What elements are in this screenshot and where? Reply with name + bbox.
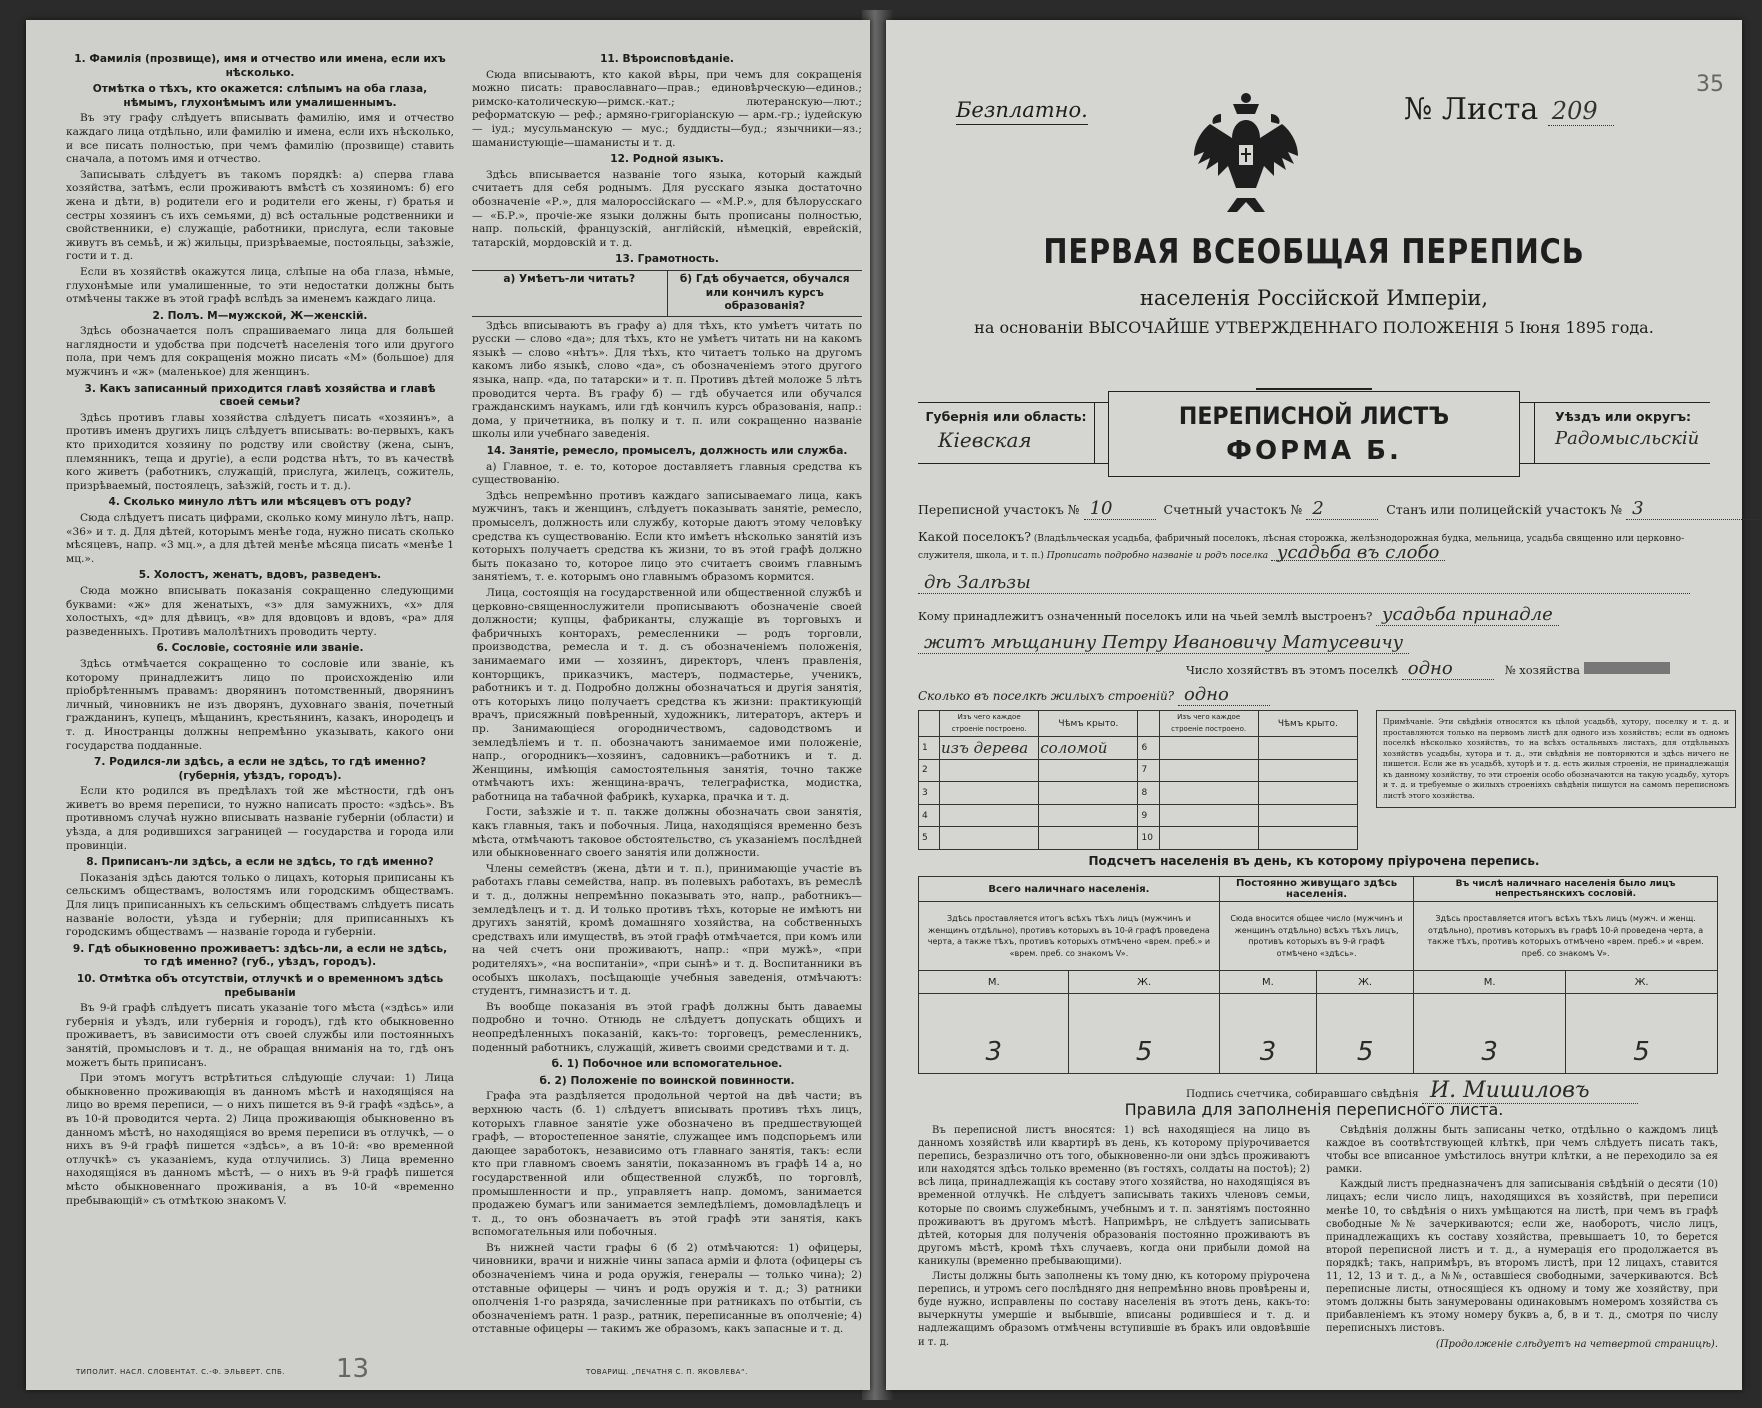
camp-value: 3	[1626, 498, 1762, 520]
households-value: одно	[1402, 658, 1494, 680]
instruction-paragraph: Здѣсь вписываютъ въ графу а) для тѣхъ, кто умѣетъ читать по русски — слово «да»; для тѣхъ, кто не умѣетъ читать ни на какомъ языкѣ — слово «нѣтъ». Для тѣхъ, кто читаетъ только на другомъ какомъ либо языкѣ, слово «да», съ обозначеніемъ этого другого языка, напр. «да, по татарски» и т. п. Противъ дѣтей моложе 5 лѣтъ проводится черта. Въ графу б) — гдѣ обучается или обучался гражданскимъ наукамъ, или гдѣ кончилъ курсъ образованія, напр.: дома, у причетника, въ полку и т. п. или сокращенно названіе школы или учебнаго заведенія.	[472, 319, 862, 441]
instruction-heading: 7. Родился-ли здѣсь, а если не здѣсь, то гдѣ именно? (губернія, уѣздъ, городъ).	[94, 756, 426, 782]
instruction-paragraph: Гости, заѣзжіе и т. п. также должны обозначать свои занятія, какъ главныя, такъ и побочныя. Лица, находящіяся временно безъ мѣста, отмѣчаютъ таковое обстоятельство, съ указаніемъ послѣдней или обыкновеннаго своего занятія или должности.	[472, 806, 862, 860]
pop-sex-header-row	[919, 971, 1718, 994]
census-district-row	[918, 498, 1762, 520]
imperial-eagle-emblem	[1191, 90, 1301, 220]
instruction-heading: 1. Фамилія (прозвище), имя и отчество или имена, если ихъ нѣсколько.	[74, 53, 446, 79]
pop-male-count: 3	[1414, 994, 1566, 1074]
settlement-value-1: усадьба въ слобо	[1271, 546, 1445, 561]
building-roof	[1258, 737, 1357, 760]
building-roof	[1258, 782, 1357, 805]
instruction-paragraph: а) Главное, т. е. то, которое доставляетъ главныя средства къ существованію.	[472, 460, 862, 487]
building-material	[940, 782, 1039, 805]
population-table	[918, 876, 1718, 1074]
bld-roof-head-2: Чѣмъ крыто.	[1258, 711, 1357, 737]
rules-title: Правила для заполненія переписного листа.	[1124, 1100, 1504, 1119]
province-value: Кіевская	[938, 428, 1032, 452]
instruction-heading: 12. Родной языкъ.	[610, 153, 724, 166]
printer-imprint-left: ТИПОЛИТ. НАСЛ. СЛОВЕНТАТ. С.-Ф. ЭЛЬВЕРТ. СПБ.	[76, 1368, 286, 1376]
pop-values-row	[919, 994, 1718, 1074]
instruction-paragraph: Графа эта раздѣляется продольной чертой на двѣ части; въ верхнюю часть (б. 1) слѣдуетъ вписывать противъ тѣхъ лицъ, которыхъ главное занятіе уже обозначено въ предшествующей графѣ, — второстепенное занятіе, служащее имъ подспорьемъ или дающее заработокъ, независимо отъ главнаго занятія, такъ: если кто при главномъ своемъ занятіи, показанномъ въ графѣ 14 а, но государственной или общественной службѣ, по торговлѣ, промышленности и пр., управляетъ напр. домомъ, занимается продажею бумагъ или занимается земледѣліемъ, домовладѣлецъ и т. д., то онъ обозначаетъ въ этой графѣ эти занятія, какъ вспомогательныя или побочныя.	[472, 1090, 862, 1239]
instruction-paragraph: Здѣсь отмѣчается сокращенно то сословіе или званіе, къ которому принадлежитъ лицо по происхожденію или пріобрѣтеннымъ правамъ: дворянинъ потомственный, дворянинъ личный, чиновникъ не изъ дворянъ, духовнаго званія, почетный гражданинъ, купецъ, мѣщанинъ, крестьянинъ, казакъ, инородецъ и т. д. Иностранцы должны непремѣнно указывать, какого они государства подданные.	[66, 657, 454, 752]
district-cell	[1534, 403, 1711, 463]
instruction-paragraph: При этомъ могутъ встрѣтиться слѣдующіе случаи: 1) Лица обыкновенно проживающія въ данномъ мѣстѣ и находящіяся на лицо во время переписи, — о нихъ пишется въ 9-й графѣ «здѣсь», а въ 10-й проводится черта. 2) Лица проживающія обыкновенно въ данномъ мѣстѣ, но находящіяся во время переписи въ отлучкѣ, — о нихъ въ 9-й графѣ пишется «здѣсь», а въ 10-й: «во временной отлучкѣ» съ указаніемъ, куда отлучились. 3) Лица временно находящіяся въ данномъ мѣстѣ, — о нихъ въ 9-й графѣ пишется мѣсто обыкновеннаго проживанія, а въ 10-й «временно пребывающій» съ отмѣткою знакомъ V.	[66, 1072, 454, 1207]
pop-desc-nonpeasant: Здѣсь проставляется итогъ всѣхъ тѣхъ лицъ (мужч. и женщ. отдѣльно), противъ которыхъ въ графѣ 10-й проведена черта, а также тѣхъ, противъ которыхъ отмѣчено «врем. преб.» и «врем. преб. со знакомъ V».	[1414, 902, 1718, 971]
population-title: Подсчетъ населенія въ день, къ которому пріурочена перепись.	[1088, 854, 1540, 868]
households-row	[986, 658, 1670, 680]
instruction-paragraph: Члены семействъ (жена, дѣти и т. п.), принимающіе участіе въ работахъ главы семейства, напр. въ полевыхъ работахъ, въ ремеслѣ и т. д., должны непремѣнно показывать это, напр., работникъ—земледѣлецъ и т. д. И только противъ тѣхъ, которые не имѣютъ ни другихъ занятій, кромѣ домашняго хозяйства, на собственныхъ средствахъ или имуществѣ, въ этой графѣ отмѣчается, при комъ или на чей счетъ они проживаютъ, напр.: «при мужѣ», «при родителяхъ», «на воспитаніи», «при сынѣ» и т. д. Воспитанники въ особыхъ школахъ, посѣщающіе учебныя заведенія, отмѣчаютъ: студентъ, гимназистъ и т. д.	[472, 862, 862, 998]
grammar-subhead-a: а) Умѣетъ-ли читать?	[472, 271, 668, 316]
building-roof	[1039, 759, 1138, 782]
pop-female-head: Ж.	[1069, 971, 1219, 994]
rules-paragraph: Свѣдѣнія должны быть записаны четко, отдѣльно о каждомъ лицѣ каждое въ соотвѣтствующей клѣткѣ, при чемъ слѣдуетъ писать такъ, чтобы все вписанное умѣстилось внутри клѣтки, а не переходило за ея рамки.	[1326, 1125, 1718, 1176]
province-label: Губернія или область:	[925, 409, 1087, 424]
district-value: Радомысльскій	[1555, 428, 1700, 449]
printer-imprint-right: ТОВАРИЩ. „ПЕЧАТНЯ С. П. ЯКОВЛЕВА“.	[586, 1368, 748, 1376]
rules-paragraph: (Продолженіе слѣдуетъ на четвертой страницѣ).	[1435, 1338, 1718, 1350]
instruction-paragraph: Если кто родился въ предѣлахъ той же мѣстности, гдѣ онъ живетъ во время переписи, то нужно написать просто: «здѣсь». Въ противномъ случаѣ нужно вписывать названіе губерніи (области) и уѣзда, а для родившихся заграницей — государства и города или провинціи.	[66, 785, 454, 852]
settlement-row-2	[918, 572, 1690, 594]
instruction-paragraph: Сюда можно вписывать показанія сокращенно следующими буквами: «ж» для женатыхъ, «з» для замужнихъ, «х» для холостыхъ, «д» для дѣвицъ, «в» для вдовцовъ и вдовъ, «ра» для разведенныхъ. Противъ малолѣтнихъ проводить черту.	[66, 584, 454, 638]
census-district-label: Переписной участокъ №	[918, 502, 1080, 517]
form-title-cell	[1108, 391, 1520, 477]
instruction-heading: 11. Вѣроисповѣданіе.	[600, 53, 734, 65]
bld-built-head: Изъ чего каждое строеніе построено.	[940, 711, 1039, 737]
owner-row-2	[918, 632, 1409, 654]
right-page-census-form	[886, 20, 1742, 1390]
building-material: изъ дерева	[940, 737, 1039, 760]
settlement-row	[918, 530, 1718, 563]
rules-column-2	[1326, 1124, 1718, 1353]
pop-head-permanent: Постоянно живущаго здѣсь населенія.	[1219, 877, 1413, 902]
instruction-heading: Отмѣтка о тѣхъ, кто окажется: слѣпымъ на оба глаза, нѣмымъ, глухонѣмымъ или умалишеннымъ.	[92, 83, 428, 109]
building-number: 4	[919, 804, 940, 827]
instruction-heading: 10. Отмѣтка объ отсутствіи, отлучкѣ и о временномъ здѣсь пребываніи	[76, 973, 444, 999]
instruction-heading: 8. Приписанъ-ли здѣсь, а если не здѣсь, то гдѣ именно?	[86, 856, 434, 869]
building-row	[919, 759, 1358, 782]
pop-male-head: М.	[919, 971, 1069, 994]
grammar-split-header	[472, 270, 862, 317]
sheet-number-label: № Листа	[1404, 92, 1539, 127]
left-page-instructions	[26, 20, 870, 1390]
census-district-value: 10	[1084, 498, 1156, 520]
instruction-paragraph: Сюда слѣдуетъ писать цифрами, сколько кому минуло лѣтъ, напр. «36» и т. д. Для дѣтей, которымъ менѣе года, нужно писать сколько мѣсяцевъ, напр. «3 мц.», а для дѣтей менѣе мѣсяца писать «менѣе 1 мц.».	[66, 512, 454, 565]
settlement-hint: (Владѣльческая усадьба, фабричный поселокъ, лѣсная сторожка, желѣзнодорожная будка, мельница, усадьба священно или церковно-служителя, школа, и т. п.)	[918, 534, 1685, 561]
pop-male-head: М.	[1219, 971, 1316, 994]
buildings-label: Сколько въ поселкѣ жилыхъ строеній?	[918, 689, 1175, 703]
settlement-value-2: дѣ Залѣзы	[918, 572, 1690, 594]
pop-desc-total: Здѣсь проставляется итогъ всѣхъ тѣхъ лицъ (мужчинъ и женщинъ отдѣльно), противъ которыхъ въ 10-й графѣ проведена черта, а также тѣхъ, противъ которыхъ отмѣчено «врем. преб.» и «врем. преб. со знакомъ V».	[919, 902, 1220, 971]
pop-male-count: 3	[1219, 994, 1316, 1074]
instruction-paragraph: Показанія здѣсь даются только о лицахъ, которыя приписаны къ сельскимъ обществамъ, волостямъ или городскимъ обществамъ. Для лицъ приписанныхъ къ сельскимъ обществамъ слѣдуетъ писать названіе волости, уѣзда и губерніи; для приписанныхъ къ городскимъ обществамъ — названіе города и губерніи.	[66, 871, 454, 939]
grammar-subhead-b: б) Гдѣ обучается, обучался или кончилъ курсъ образованія?	[679, 272, 850, 313]
pencil-corner-mark: 35	[1696, 72, 1724, 97]
instruction-heading: 2. Полъ. М—мужской, Ж—женскій.	[152, 309, 368, 322]
instruction-heading: 5. Холостъ, женатъ, вдовъ, разведенъ.	[138, 569, 382, 582]
province-cell	[918, 403, 1095, 463]
bld-num-head-2	[1138, 711, 1159, 737]
pop-female-head: Ж.	[1317, 971, 1414, 994]
building-roof	[1039, 804, 1138, 827]
buildings-row	[918, 684, 1270, 706]
pop-head-nonpeasant: Въ числѣ наличнаго населенія было лицъ непрестьянскихъ сословій.	[1414, 877, 1718, 902]
signature-label: Подпись счетчика, собиравшаго свѣдѣнія	[1186, 1088, 1419, 1100]
bld-roof-head: Чѣмъ крыто.	[1039, 711, 1138, 737]
building-roof	[1258, 804, 1357, 827]
building-material	[940, 759, 1039, 782]
instruction-heading: 13. Грамотность.	[615, 253, 719, 266]
instruction-heading: б. 1) Побочное или вспомогательное.	[551, 1058, 783, 1071]
building-number: 3	[919, 782, 940, 805]
counter-signature: И. Мишиловъ	[1422, 1078, 1638, 1104]
building-material	[1159, 782, 1258, 805]
building-material	[940, 827, 1039, 850]
instruction-heading: б. 2) Положеніе по воинской повинности.	[539, 1074, 795, 1087]
rules-column-1	[918, 1124, 1310, 1351]
instruction-paragraph: Въ нижней части графы 6 (б 2) отмѣчаются: 1) офицеры, чиновники, врачи и нижніе чины запаса арміи и флота (офицеры съ обозначеніемъ чина и рода оружія, генералы — только чина); 2) отставные офицеры — чинъ и родъ оружія и т. д.; 3) ратники ополченія 1-го разряда, зачисленные при ратникахъ по отбытіи, съ обозначеніемъ ратн. 1 разр., ратник, переписанные въ ополченіе; 4) отставные офицеры — такимъ же образомъ, какъ запасные и т. д.	[472, 1241, 862, 1336]
instruction-paragraph: Здѣсь непремѣнно противъ каждаго записываемаго лица, какъ мужчинъ, такъ и женщинъ, слѣдуетъ показывать занятіе, ремесло, промыселъ, должность или службу, которые даютъ этому человѣку средства къ существованію. Если кто имѣетъ нѣсколько занятій изъ которыхъ получаетъ средства къ жизни, то въ этой графѣ должно быть показано то, которое лицо это считаетъ своимъ главнымъ занятіемъ, т. е. которымъ оно главнымъ образомъ кормится.	[472, 489, 862, 584]
settlement-label: Какой поселокъ?	[918, 529, 1031, 544]
form-title: ПЕРЕПИСНОЙ ЛИСТЪ	[1178, 402, 1450, 430]
form-type: ФОРМА Б.	[1226, 436, 1402, 466]
building-material	[1159, 804, 1258, 827]
building-number: 1	[919, 737, 940, 760]
instruction-heading: 4. Сколько минуло лѣтъ или мѣсяцевъ отъ роду?	[108, 496, 412, 509]
pencil-page-mark: 13	[336, 1354, 370, 1384]
buildings-value: одно	[1178, 684, 1270, 706]
household-no-redacted	[1584, 662, 1670, 674]
building-row	[919, 804, 1358, 827]
instruction-paragraph: Сюда вписываютъ, кто какой вѣры, при чемъ для сокращенія можно писать: православнаго—прав.; единовѣрческую—единов.; римско-католическую—римск.-кат.; лютеранскую—лют.; реформатскую — реф.; армяно-григоріанскую — арм.-гр.; іудейскую — іуд.; мусульманскую — мус.; буддисты—буд.; язычники—яз.; шаманистующіе—шаманисты и т. д.	[472, 68, 862, 149]
owner-value-2: житъ мѣщанину Петру Ивановичу Матусевичу	[918, 632, 1409, 654]
pop-desc-permanent: Сюда вносится общее число (мужчинъ и женщинъ отдѣльно) всѣхъ тѣхъ лицъ, противъ которыхъ въ 9-й графѣ отмѣчено «здѣсь».	[1219, 902, 1413, 971]
building-number: 8	[1138, 782, 1159, 805]
rules-paragraph: Въ переписной листъ вносятся: 1) всѣ находящіеся на лицо въ данномъ хозяйствѣ или квартирѣ въ день, къ которому пріурочивается перепись, безразлично отъ того, обыкновенно-ли они здѣсь проживаютъ или находятся здѣсь только временно (въ гостяхъ, солдаты на постоѣ); 2) всѣ лица, принадлежащія къ составу этого хозяйства, но находящіяся въ временной отлучкѣ. Не слѣдуетъ записывать такихъ членовъ семьи, которые по своимъ служебнымъ, учебнымъ и т. п. занятіямъ постоянно проживаютъ въ другомъ мѣстѣ. Напримѣръ, не слѣдуетъ записывать дѣтей, которыя для полученія образованія постоянно проживаютъ въ другомъ мѣстѣ, кромѣ тѣхъ случаевъ, когда они прибыли домой на каникулы (временно пребывающими).	[918, 1125, 1310, 1267]
building-material	[1159, 737, 1258, 760]
district-label: Уѣздъ или округъ:	[1554, 409, 1692, 424]
buildings-table-body	[919, 737, 1358, 850]
building-row	[919, 737, 1358, 760]
instruction-paragraph: Здѣсь противъ главы хозяйства слѣдуетъ писать «хозяинъ», а противъ именъ другихъ лицъ слѣдуетъ вписывать: во-первыхъ, какъ кто приходится хозяину по родству или свойству (жена, сынъ, племянникъ, теща и другіе), а если родства нѣтъ, то въ качествѣ кого живетъ (работникъ, служащій, прислуга, жилецъ, сожитель, призрѣваемый, постоялецъ, заѣзжій, гость и т. д.).	[66, 411, 454, 492]
sheet-number-value: 209	[1548, 97, 1614, 126]
instruction-heading: 3. Какъ записанный приходится главѣ хозяйства и главѣ своей семьи?	[84, 382, 436, 409]
instruction-paragraph: Въ 9-й графѣ слѣдуетъ писать указаніе того мѣста («здѣсь» или губернія и уѣздъ, или губернія и городъ), гдѣ кто обыкновенно проживаетъ, въ зависимости отъ своей службы или постоянныхъ занятій, промысловъ и т. д., не обращая вниманія на то, гдѣ онъ можетъ быть приписанъ.	[66, 1002, 454, 1069]
building-roof: соломой	[1039, 737, 1138, 760]
building-number: 5	[919, 827, 940, 850]
counting-district-label: Счетный участокъ №	[1163, 502, 1303, 517]
title-divider	[1256, 388, 1372, 390]
building-number: 10	[1138, 827, 1159, 850]
building-roof	[1039, 827, 1138, 850]
pop-male-count: 3	[919, 994, 1069, 1074]
pop-head-total: Всего наличнаго населенія.	[919, 877, 1220, 902]
pop-male-head: М.	[1414, 971, 1566, 994]
building-material	[940, 804, 1039, 827]
instruction-paragraph: Здѣсь обозначается полъ спрашиваемаго лица для большей наглядности и удобства при подсчетѣ населенія того или другого пола, при чемъ для сокращенія можно писать «М» (большое) для мужчинъ и «ж» (маленькое) для женщинъ.	[66, 325, 454, 379]
building-material	[1159, 759, 1258, 782]
pop-female-count: 5	[1069, 994, 1219, 1074]
buildings-table	[918, 710, 1358, 850]
instruction-paragraph: Въ вообще показанія въ этой графѣ должны быть даваемы подробно и точно. Отнюдь не слѣдуетъ допускать общихъ и неопредѣленныхъ показаній, какъ-то: торговецъ, ремесленникъ, поденный работникъ, служащій, живетъ своими средствами и т. д.	[472, 1000, 862, 1054]
bld-num-head	[919, 711, 940, 737]
bld-built-head-2: Изъ чего каждое строеніе построено.	[1159, 711, 1258, 737]
household-no-label: № хозяйства	[1504, 663, 1580, 677]
rules-paragraph: Каждый листъ предназначенъ для записыванія свѣдѣній о десяти (10) лицахъ; если число лицъ, находящихся въ хозяйствѣ, при переписи менѣе 10, то свѣдѣнія о нихъ умѣщаются на листѣ, при чемъ въ графѣ свободные №№ зачеркиваются; если же, наоборотъ, число лицъ, принадлежащихъ къ составу хозяйства, превышаетъ 10, то берется второй переписной листъ и т. д., а нумерація его продолжается въ порядкѣ; такъ, напримѣръ, въ второмъ листѣ, при 12 лицахъ, ставится 11, 12, 13 и т. д., а №№, оставшіеся свободными, зачеркиваются. Всѣ переписные листы, относящіеся къ одному и тому же хозяйству, при этомъ должны быть занумерованы одинаковымъ номеромъ хозяйства съ прибавленіемъ къ этому номеру буквъ а, б, в и т. д., смотря по числу переписныхъ листовъ.	[1326, 1179, 1718, 1335]
instruction-paragraph: Въ эту графу слѣдуетъ вписывать фамилію, имя и отчество каждаго лица отдѣльно, или фамилію и имена, если ихъ нѣсколько, и все писать полностью, при чемъ фамилію (прозвище) ставить сначала, а потомъ имя и отчество.	[66, 112, 454, 166]
census-subtitle: населенія Россійской Имперіи,	[1139, 286, 1489, 310]
pop-female-head: Ж.	[1566, 971, 1718, 994]
counting-district-value: 2	[1306, 498, 1378, 520]
instructions-column-1	[66, 50, 454, 1210]
instruction-paragraph: Лица, состоящія на государственной или общественной службѣ и церковно-священнослужители прописываютъ обозначеніе своей должности; купцы, фабриканты, служащіе въ торговыхъ и фабричныхъ конторахъ, ремесленники — родъ торговли, производства, ремесла и т. д. съ обозначеніемъ положенія, занимаемаго ими — хозяинъ, директоръ, членъ правленія, конторщикъ, приказчикъ, мастеръ, подмастерье, ученикъ, работникъ и т. д. Подробно должны обозначаться и другія занятія, отъ которыхъ лицо получаетъ средства къ жизни: практикующій врачъ, присяжный повѣренный, художникъ, литераторъ, актеръ и пр. Занимающіеся огородничествомъ, садоводствомъ и земледѣліемъ и т. п. обозначаютъ занимаемое ими положеніе, напр., огородникъ—хозяинъ, садовникъ—работникъ и т. д. Женщины, имѣющія самостоятельныя занятія, точно также отмѣчаютъ ихъ: женщина-врачъ, телеграфистка, модистка, работница на табачной фабрикѣ, кухарка, прачка и т. д.	[472, 586, 862, 803]
building-number: 9	[1138, 804, 1159, 827]
instruction-heading: 14. Занятіе, ремесло, промыселъ, должность или служба.	[486, 445, 848, 458]
building-material	[1159, 827, 1258, 850]
building-row	[919, 827, 1358, 850]
building-number: 7	[1138, 759, 1159, 782]
owner-value-1: усадьба принадле	[1376, 604, 1559, 626]
instructions-column-2	[472, 50, 862, 1339]
free-label: Безплатно.	[956, 98, 1088, 125]
owner-label: Кому принадлежитъ означенный поселокъ или на чьей землѣ выстроенъ?	[918, 609, 1373, 623]
form-header-box	[918, 402, 1710, 464]
building-roof	[1258, 827, 1357, 850]
sheet-number	[1404, 92, 1614, 127]
building-number: 2	[919, 759, 940, 782]
owner-row	[918, 604, 1559, 626]
building-row	[919, 782, 1358, 805]
instruction-paragraph: Если въ хозяйствѣ окажутся лица, слѣпые на оба глаза, нѣмые, глухонѣмые или умалишенные, то эти недостатки должны быть отмѣчены также въ этой графѣ вслѣдъ за именемъ каждаго лица.	[66, 265, 454, 306]
buildings-note: Примѣчаніе. Эти свѣдѣнія относятся къ цѣлой усадьбѣ, хутору, поселку и т. д. и проставляются только на первомъ листѣ для одного изъ хозяйствъ; если въ одномъ поселкѣ нѣсколько хозяйствъ, то на всѣхъ остальныхъ листахъ, для отдѣльныхъ хозяйствъ усадьбы, хутора и т. д., эти свѣдѣнія не повторяются и здѣсь ничего не пишется. Если же въ усадьбѣ, хуторѣ и т. д. есть жилыя строенія, не принадлежащія къ данному хозяйству, то эти строенія особо обозначаются на такую усадьбу, хуторъ и т. д. и требуемые о жилыхъ строеніяхъ свѣдѣнія пишутся на самомъ переписномъ листѣ этого хозяйства.	[1376, 710, 1736, 808]
households-label: Число хозяйствъ въ этомъ поселкѣ	[1186, 663, 1399, 677]
settlement-hint-2: Прописать подробно названіе и родъ поселка	[1046, 551, 1269, 561]
pop-female-count: 5	[1317, 994, 1414, 1074]
instruction-heading: 9. Гдѣ обыкновенно проживаетъ: здѣсь-ли, а если не здѣсь, то гдѣ именно? (губ., уѣздъ, городъ).	[72, 942, 448, 969]
census-title: ПЕРВАЯ ВСЕОБЩАЯ ПЕРЕПИСЬ	[1043, 232, 1585, 272]
rules-paragraph: Листы должны быть заполнены къ тому дню, къ которому пріурочена перепись, и утромъ сего послѣдняго дня непремѣнно вновь провѣрены и, буде нужно, исправлены по составу населенія въ этотъ день, какъ-то: вычеркнуты умершіе и выбывшіе, вписаны родившіеся и т. д. и надлежащимъ образомъ отмѣчены вступившіе въ бракъ или овдовѣвшіе и т. д.	[918, 1271, 1310, 1348]
instruction-paragraph: Здѣсь вписывается названіе того языка, который каждый считаетъ для себя роднымъ. Для русскаго языка достаточно обозначеніе «Р.», для малороссійскаго — «М.Р.», для бѣлорусскаго — «Б.Р.», прочіе-же языки должны быть прописаны полностью, напр. польскій, французскій, англійскій, нѣмецкій, еврейскій, татарскій, мордовскій и т. д.	[472, 168, 862, 249]
instruction-paragraph: Записывать слѣдуетъ въ такомъ порядкѣ: а) сперва глава хозяйства, затѣмъ, если проживаютъ вмѣстѣ съ хозяиномъ: б) его жена и дѣти, в) родители его и родители его жены, г) братья и сестры хозяинъ съ ихъ семьями, д) всѣ остальные родственники и свойственники, е) служащіе, работники, прислуга, если таковые живутъ въ семьѣ, и ж) жильцы, призрѣваемые, постояльцы, заѣзжіе, гости и т. д.	[66, 168, 454, 263]
camp-label: Станъ или полицейскій участокъ №	[1386, 502, 1623, 517]
building-number: 6	[1138, 737, 1159, 760]
building-roof	[1039, 782, 1138, 805]
pop-female-count: 5	[1566, 994, 1718, 1074]
census-basis: на основаніи ВЫСОЧАЙШЕ УТВЕРЖДЕННАГО ПОЛОЖЕНІЯ 5 Іюня 1895 года.	[974, 318, 1654, 337]
building-roof	[1258, 759, 1357, 782]
instruction-heading: 6. Сословіе, состояніе или званіе.	[156, 642, 364, 655]
